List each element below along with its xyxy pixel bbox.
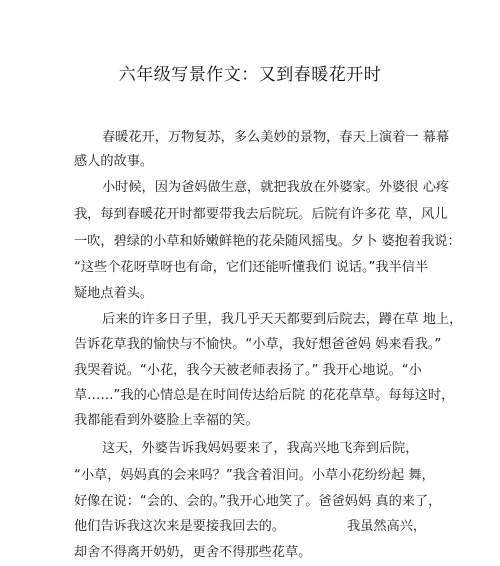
document-title: 六年级写景作文：又到春暖花开时	[118, 65, 382, 85]
paragraph-line: 后来的许多日子里，我几乎天天都要到后院去，蹲在草 地上，	[102, 312, 463, 327]
paragraph-line: 他们告诉我这次来是要接我回去的。	[74, 519, 285, 534]
paragraph-line: 这天，外婆告诉我妈妈要来了，我高兴地飞奔到后院，	[102, 441, 419, 456]
paragraph-line: “这些个花呀草呀也有命，它们还能听懂我们 说话。”我半信半	[74, 260, 429, 275]
paragraph-line: 小时候，因为爸妈做生意，就把我放在外婆家。外婆很 心疼	[102, 180, 450, 195]
paragraph-line: 一吹，碧绿的小草和娇嫩鲜艳的花朵随风摇曳。夕卜 婆抱着我说：	[74, 234, 461, 249]
paragraph-line: 却舍不得离开奶奶，更舍不得那些花草。	[74, 545, 312, 560]
paragraph-line: 我，每到春暖花开时都要带我去后院玩。后院有许多花 草，风儿	[74, 207, 448, 222]
paragraph-line: 好像在说：“会的、会的。”我开心地笑了。爸爸妈妈 真的来了，	[74, 494, 442, 509]
paragraph-line: 告诉花草我的愉快与不愉快。“小草，我好想爸爸妈 妈来看我。”	[74, 337, 442, 352]
paragraph-line: 我都能看到外婆脸上幸福的笑。	[74, 413, 259, 428]
paragraph-line: 我哭着说。“小花，我今天被老师表扬了。” 我开心地说。“小	[74, 363, 422, 378]
paragraph-line: 我虽然高兴，	[347, 519, 427, 534]
paragraph-line: 春暖花开，万物复苏，多么美妙的景物，春天上演着一 幕幕	[102, 130, 450, 145]
paragraph-line: 疑地点着头。	[74, 286, 154, 301]
paragraph-line: 感人的故事。	[74, 154, 154, 169]
paragraph-line: “小草，妈妈真的会来吗？”我含着泪问。小草小花纷纷起 舞，	[74, 468, 435, 483]
paragraph-line: 草……”我的心情总是在时间传达给后院 的花花草草。每每这时，	[74, 388, 455, 403]
